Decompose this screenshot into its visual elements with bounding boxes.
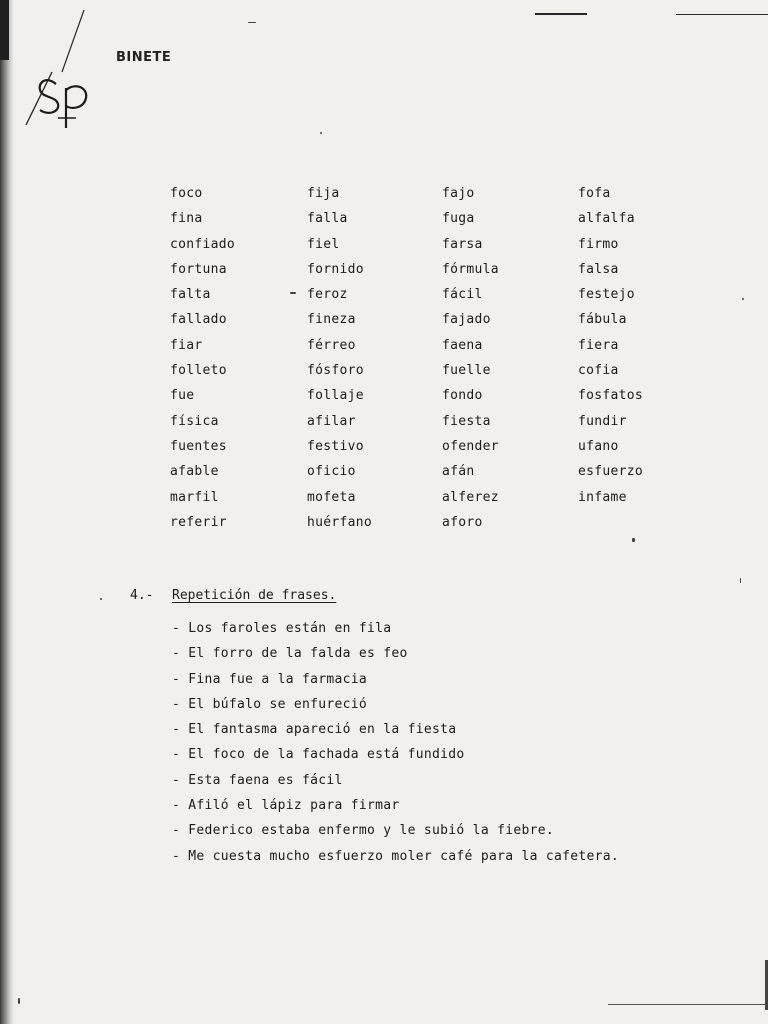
word-row <box>170 262 670 287</box>
word-item: confiado <box>170 236 236 252</box>
scan-mark-line <box>676 14 768 15</box>
word-item: faena <box>442 337 483 353</box>
word-item: falla <box>307 211 348 227</box>
word-item: afable <box>170 464 219 480</box>
phrase-item: - Los faroles están en fila <box>172 621 392 636</box>
scan-speck <box>248 22 256 23</box>
word-row <box>170 287 670 312</box>
word-item: fórmula <box>442 261 499 277</box>
word-item: fiel <box>307 236 340 252</box>
word-item: fiar <box>170 337 203 353</box>
word-item: fosfatos <box>578 388 644 404</box>
word-item: esfuerzo <box>578 464 644 480</box>
word-item: fiesta <box>442 413 491 429</box>
phrase-item: - El forro de la falda es feo <box>172 646 408 662</box>
word-row <box>170 414 670 439</box>
word-item: fina <box>170 211 203 227</box>
word-item: fundir <box>578 413 627 429</box>
word-row <box>170 439 670 464</box>
phrase-item: - Federico estaba enfermo y le subió la fiebre. <box>172 823 554 839</box>
word-row <box>170 211 670 236</box>
scan-edge-dark <box>0 0 9 60</box>
word-item: fiera <box>578 337 619 353</box>
scan-speck <box>742 298 744 300</box>
word-item: alfalfa <box>578 211 635 227</box>
word-item: fineza <box>307 312 356 328</box>
scan-speck <box>18 998 20 1004</box>
word-item: falta <box>170 287 211 303</box>
word-item: fuentes <box>170 438 227 454</box>
word-item: festivo <box>307 438 364 454</box>
word-item: fábula <box>578 312 627 328</box>
word-item: firmo <box>578 236 619 252</box>
word-row <box>170 464 670 489</box>
word-item: referir <box>170 514 227 530</box>
word-item: huérfano <box>307 514 373 530</box>
phrase-item: - El foco de la fachada está fundido <box>172 747 465 763</box>
word-item: feroz <box>307 287 348 303</box>
word-item: foco <box>170 186 203 201</box>
word-item: ofender <box>442 438 499 454</box>
word-item: cofia <box>578 363 619 379</box>
scan-speck <box>740 578 741 583</box>
word-item: afán <box>442 464 475 480</box>
word-item: fue <box>170 388 195 404</box>
word-item: festejo <box>578 287 635 303</box>
scan-edge-shadow <box>0 0 14 1024</box>
word-row <box>170 363 670 388</box>
word-list-grid <box>170 186 670 540</box>
scan-mark-line <box>608 1004 768 1005</box>
phrase-item: - El búfalo se enfureció <box>172 696 368 712</box>
word-item: alferez <box>442 489 499 505</box>
word-item: fondo <box>442 388 483 404</box>
word-item: folleto <box>170 363 227 379</box>
phrase-list <box>172 621 619 874</box>
word-row <box>170 515 670 540</box>
word-item: farsa <box>442 236 483 252</box>
word-item: fajado <box>442 312 491 328</box>
word-item: fósforo <box>307 363 364 379</box>
word-item: fuelle <box>442 363 491 379</box>
page-header-title: BINETE <box>116 50 172 65</box>
word-item: fija <box>307 186 340 201</box>
word-item: férreo <box>307 337 356 353</box>
phrase-item: - Esta faena es fácil <box>172 772 343 788</box>
phrase-item: - Afiló el lápiz para firmar <box>172 798 400 814</box>
word-item: fuga <box>442 211 475 227</box>
word-row <box>170 388 670 413</box>
sp-monogram-icon <box>16 10 106 130</box>
word-item: fajo <box>442 186 475 201</box>
word-item: mofeta <box>307 489 356 505</box>
word-item: fofa <box>578 186 611 201</box>
word-item: ufano <box>578 438 619 454</box>
word-item: infame <box>578 489 627 505</box>
scan-speck <box>100 598 102 600</box>
section-title: Repetición de frases. <box>172 588 337 603</box>
word-item: fácil <box>442 287 483 303</box>
phrase-item: - Fina fue a la farmacia <box>172 671 368 687</box>
phrase-item: - El fantasma apareció en la fiesta <box>172 722 457 738</box>
word-item: falsa <box>578 261 619 277</box>
section-number: 4.- <box>130 588 154 603</box>
word-item: física <box>170 413 219 429</box>
word-row <box>170 186 670 211</box>
word-item: follaje <box>307 388 364 404</box>
word-item: oficio <box>307 464 356 480</box>
word-item: aforo <box>442 514 483 530</box>
word-item: fallado <box>170 312 227 328</box>
word-row <box>170 338 670 363</box>
word-row <box>170 312 670 337</box>
word-item: marfil <box>170 489 219 505</box>
word-item: fornido <box>307 261 364 277</box>
scan-mark-line <box>535 13 587 15</box>
phrase-item: - Me cuesta mucho esfuerzo moler café para la cafetera. <box>172 848 619 864</box>
word-item: fortuna <box>170 261 227 277</box>
word-row <box>170 490 670 515</box>
scan-speck <box>320 132 322 134</box>
word-row <box>170 237 670 262</box>
word-item: afilar <box>307 413 356 429</box>
